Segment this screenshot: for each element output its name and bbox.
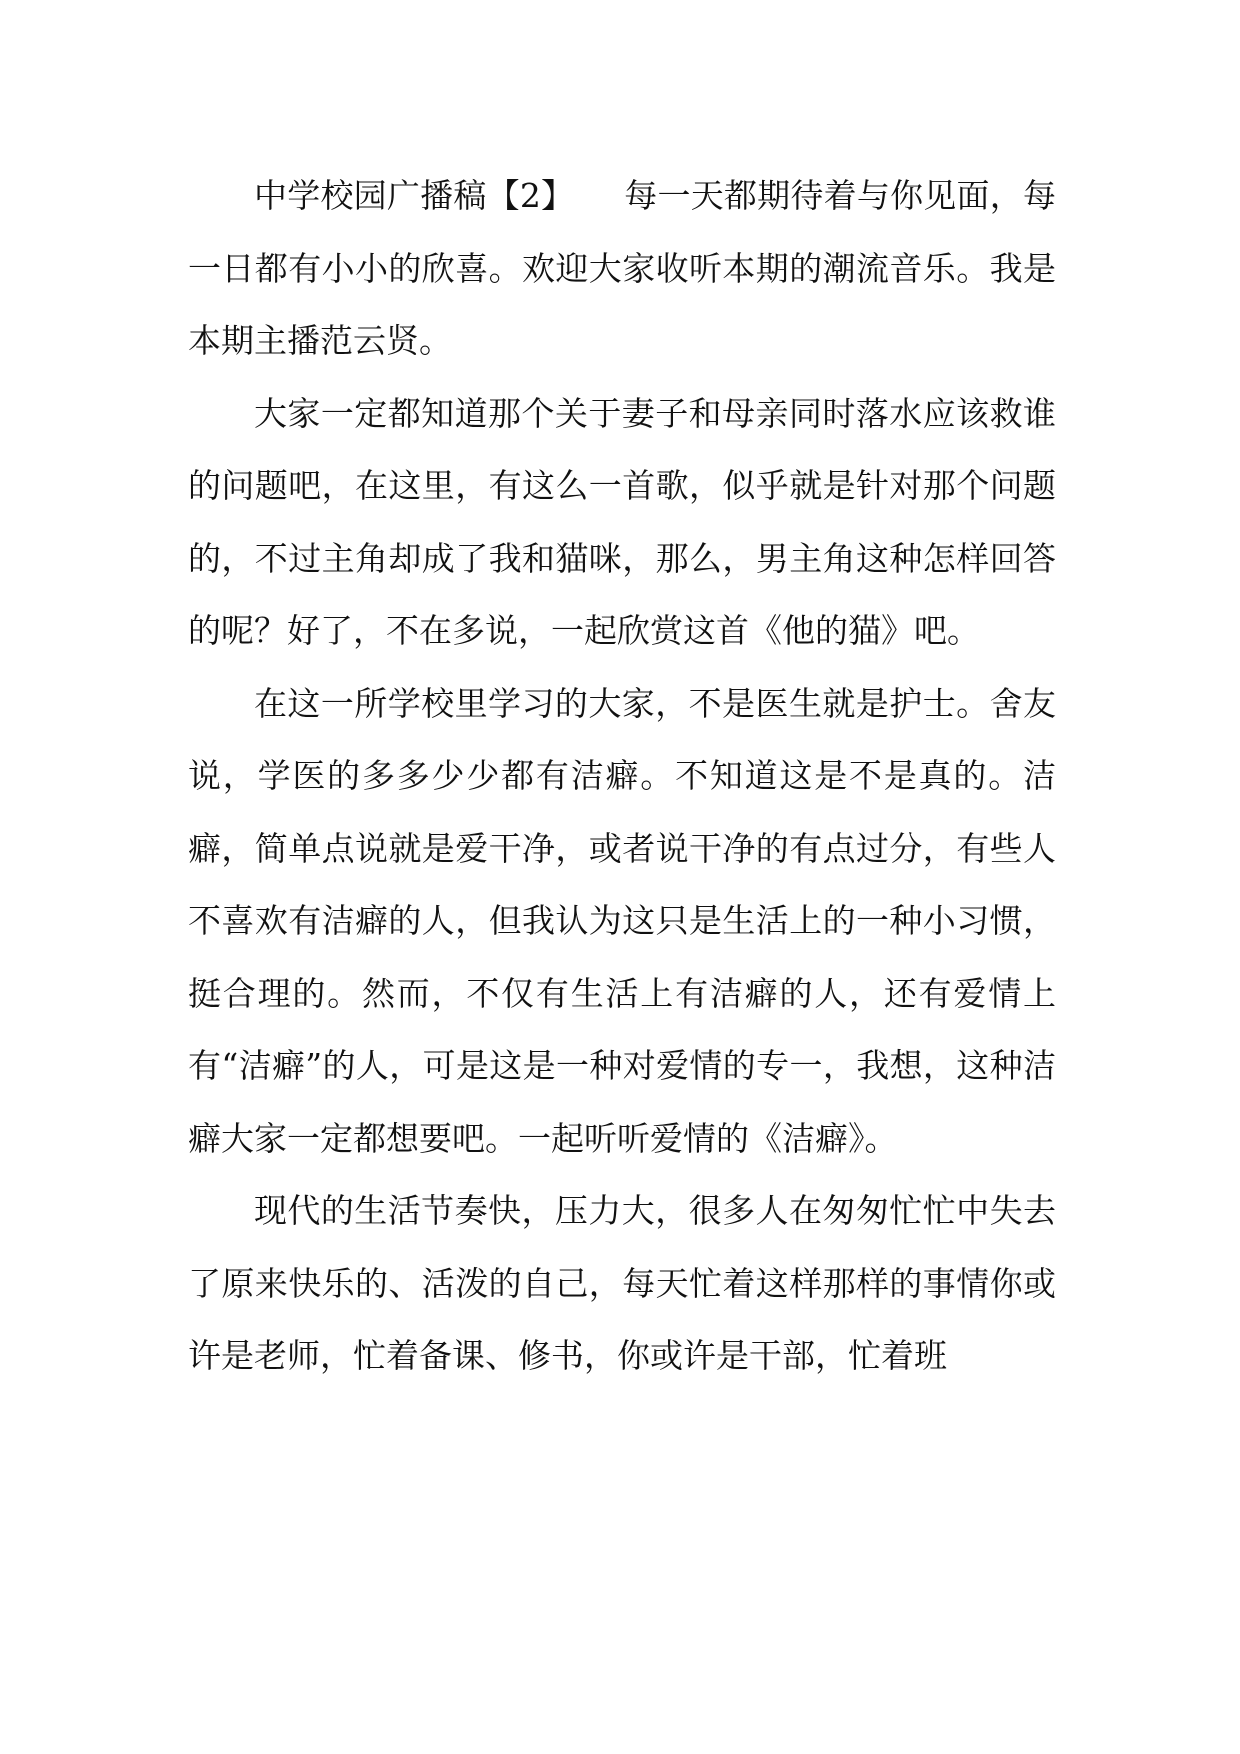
paragraph-intro: 中学校园广播稿【2】 每一天都期待着与你见面，每一日都有小小的欣喜。欢迎大家收听本期的潮流音乐。我是本期主播范云贤。 (188, 176, 1056, 360)
document-body (188, 160, 1056, 1393)
paragraph-modern-life: 现代的生活节奏快，压力大，很多人在匆匆忙忙中失去了原来快乐的、活泼的自己，每天忙着这样那样的事情你或许是老师，忙着备课、修书，你或许是干部，忙着班 (188, 1191, 1056, 1375)
paragraph-song-his-cat: 大家一定都知道那个关于妻子和母亲同时落水应该救谁的问题吧，在这里，有这么一首歌，似乎就是针对那个问题的，不过主角却成了我和猫咪，那么，男主角这种怎样回答的呢？好了，不在多说，一起欣赏这首《他的猫》吧。 (188, 393, 1056, 650)
paragraph-song-cleanliness: 在这一所学校里学习的大家，不是医生就是护士。舍友说，学医的多多少少都有洁癖。不知道这是不是真的。洁癖，简单点说就是爱干净，或者说干净的有点过分，有些人不喜欢有洁癖的人，但我认为这只是生活上的一种小习惯，挺合理的。然而，不仅有生活上有洁癖的人，还有爱情上有“洁癖”的人，可是这是一种对爱情的专一，我想，这种洁癖大家一定都想要吧。一起听听爱情的《洁癖》。 (188, 683, 1056, 1158)
